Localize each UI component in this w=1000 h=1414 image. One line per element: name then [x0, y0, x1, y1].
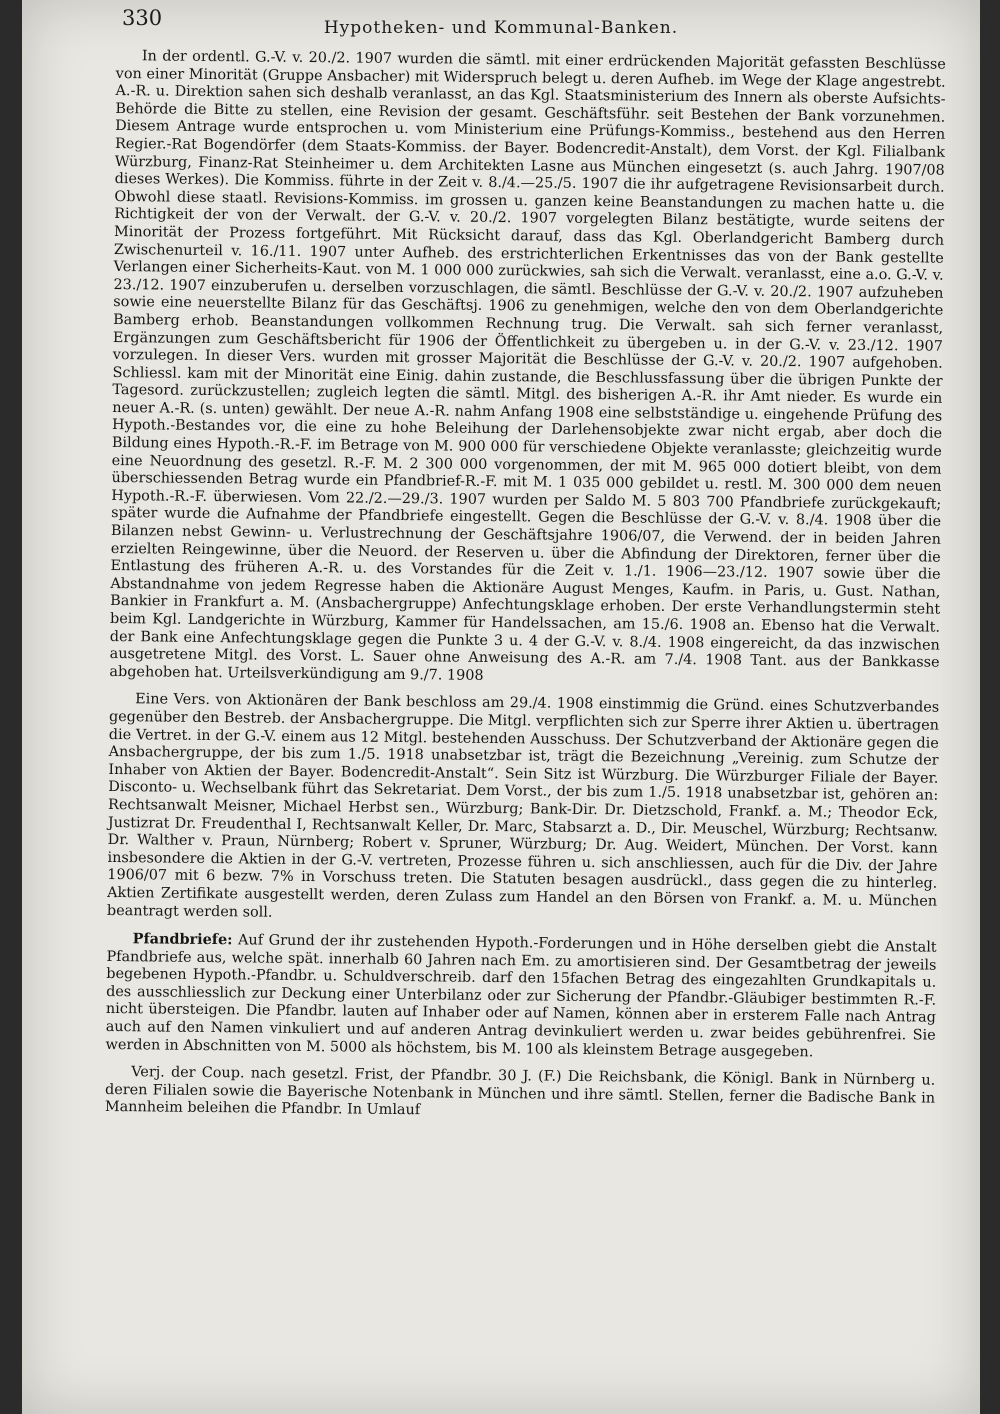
paragraph-pfandbriefe: [105, 930, 936, 1063]
book-page: [22, 0, 980, 1414]
running-title: Hypotheken- und Kommunal-Banken.: [323, 18, 679, 38]
paragraph-lawsuit: In der ordentl. G.-V. v. 20./2. 1907 wurden die sämtl. mit einer erdrückenden Majorität gefassten Beschlüsse von einer Minorität (Gruppe Ansbacher) mit Widerspruch belegt u. deren Aufheb. im Wege der Klage angestrebt. A.-R. u. Direktion sahen sich deshalb veranlasst, an das Kgl. Staatsministerium des Innern als oberste Aufsichts-Behörde die Bitte zu stellen, eine Revision der gesamt. Geschäftsführ. seit Bestehen der Bank vorzunehmen. Diesem Antrage wurde entsprochen u. vom Ministerium eine Prüfungs-Kommiss., bestehend aus den Herren Regier.-Rat Bogendörfer (dem Staats-Kommiss. der Bayer. Bodencredit-Anstalt), dem Vorst. der Kgl. Filialbank Würzburg, Finanz-Rat Steinheimer u. dem Architekten Lasne aus München eingesetzt (s. auch Jahrg. 1907/08 dieses Werkes). Die Kommiss. führte in der Zeit v. 8./4.—25./5. 1907 die ihr aufgetragene Revisionsarbeit durch. Obwohl diese staatl. Revisions-Kommiss. im grossen u. ganzen keine Beanstandungen zu machen hatte u. die Richtigkeit der von der Verwalt. der G.-V. v. 20./2. 1907 vorgelegten Bilanz bestätigte, wurde seitens der Minorität der Prozess fortgeführt. Mit Rücksicht darauf, dass das Kgl. Oberlandgericht Bamberg durch Zwischenurteil v. 16./11. 1907 unter Aufheb. des erstrichterlichen Erkentnisses das von der Bank gestellte Verlangen einer Sicherheits-Kaut. von M. 1 000 000 zurückwies, sah sich die Verwalt. veranlasst, eine a.o. G.-V. v. 23./12. 1907 einzuberufen u. derselben vorzuschlagen, die sämtl. Beschlüsse der G.-V. v. 20./2. 1907 aufzuheben sowie eine neuerstellte Bilanz für das Geschäftsj. 1906 zu genehmigen, welche den von dem Oberlandgerichte Bamberg erhob. Beanstandungen vollkommen Rechnung trug. Die Verwalt. sah sich ferner veranlasst, Ergänzungen zum Geschäftsbericht für 1906 der Öffentlichkeit zu übergeben u. in der G.-V. v. 23./12. 1907 vorzulegen. In dieser Vers. wurden mit grosser Majorität die Beschlüsse der G.-V. v. 20./2. 1907 aufgehoben. Schliessl. kam mit der Minorität eine Einig. dahin zustande, die Beschlussfassung über die übrigen Punkte der Tagesord. zurückzustellen; zugleich legten die sämtl. Mitgl. des bisherigen A.-R. ihr Amt nieder. Es wurde ein neuer A.-R. (s. unten) gewählt. Der neue A.-R. nahm Anfang 1908 eine selbstständige u. eingehende Prüfung des Hypoth.-Bestandes vor, die eine zu hohe Beleihung der Darlehensobjekte zwar nicht ergab, aber doch die Bildung eines Hypoth.-R.-F. im Betrage von M. 900 000 für verschiedene Objekte veranlasste; gleichzeitig wurde eine Neuordnung des gesetzl. R.-F. M. 2 300 000 vorgenommen, der mit M. 965 000 dotiert bleibt, von dem überschiessenden Betrag wurde ein Pfandbrief-R.-F. mit M. 1 035 000 gebildet u. restl. M. 300 000 dem neuen Hypoth.-R.-F. überwiesen. Vom 22./2.—29./3. 1907 wurden per Saldo M. 5 803 700 Pfandbriefe zurückgekauft; später wurde die Aufnahme der Pfandbriefe eingestellt. Gegen die Beschlüsse der G.-V. v. 8./4. 1908 über die Bilanzen nebst Gewinn- u. Verlustrechnung der Geschäftsjahre 1906/07, die Verwend. der in beiden Jahren erzielten Reingewinne, über die Neuord. der Reserven u. über die Abfindung der Direktoren, ferner über die Entlastung des früheren A.-R. u. des Vorstandes für die Zeit v. 1./1. 1906—23./12. 1907 sowie über die Abstandnahme von jedem Regresse haben die Aktionäre August Menges, Kaufm. in Paris, u. Gust. Nathan, Bankier in Frankfurt a. M. (Ansbachergruppe) Anfechtungsklage erhoben. Der erste Verhandlungstermin steht beim Kgl. Landgerichte in Würzburg, Kammer für Handelssachen, am 15./6. 1908 an. Ebenso hat die Verwalt. der Bank eine Anfechtungsklage gegen die Punkte 3 u. 4 der G.-V. v. 8./4. 1908 eingereicht, da das inzwischen ausgetretene Mitgl. des Vorst. L. Sauer ohne Anweisung des A.-R. am 7./4. 1908 Tant. aus der Bankkasse abgehoben hat. Urteilsverkündigung am 9./7. 1908: [109, 48, 946, 684]
paragraph-verjaehrung: Verj. der Coup. nach gesetzl. Frist, der Pfandbr. 30 J. (F.) Die Reichsbank, die Königl. Bank in Nürnberg u. deren Filialen sowie die Bayerische Notenbank in München und ihre sämtl. Stellen, ferner die Badische Bank in Mannheim beleihen die Pfandbr. In Umlauf: [104, 1064, 936, 1119]
paragraph-schutzverband: Eine Vers. von Aktionären der Bank beschloss am 29./4. 1908 einstimmig die Gründ. eines Schutzverbandes gegenüber den Bestreb. der Ansbachergruppe. Die Mitgl. verpflichten sich zur Sperre ihrer Aktien u. übertragen die Vertret. in der G.-V. einem aus 12 Mitgl. bestehenden Ausschuss. Der Schutzverband der Aktionäre gegen die Ansbachergruppe, der bis zum 1./5. 1918 unabsetzbar ist, trägt die Bezeichnung „Vereinig. zum Schutze der Inhaber von Aktien der Bayer. Bodencredit-Anstalt“. Sein Sitz ist Würzburg. Die Würzburger Filiale der Bayer. Disconto- u. Wechselbank führt das Sekretariat. Dem Vorst., der bis zum 1./5. 1918 unabsetzbar ist, gehören an: Rechtsanwalt Meisner, Michael Herbst sen., Würzburg; Bank-Dir. Dr. Dietzschold, Frankf. a. M.; Theodor Eck, Justizrat Dr. Freudenthal I, Rechtsanwalt Keller, Dr. Marc, Stabsarzt a. D., Dir. Meuschel, Würzburg; Rechtsanw. Dr. Walther v. Praun, Nürnberg; Robert v. Spruner, Würzburg; Dr. Aug. Weidert, München. Der Vorst. kann insbesondere die Aktien in der G.-V. vertreten, Prozesse führen u. sich anschliessen, auch für die Div. der Jahre 1906/07 mit 6 bezw. 7% in Vorschuss treten. Die Statuten besagen ausdrückl., dass gegen die zu hinterleg. Aktien Zertifikate ausgestellt werden, deren Zulass zum Handel an den Börsen von Frankf. a. M. u. München beantragt werden soll.: [106, 691, 940, 921]
page-body: [105, 48, 946, 1126]
pfandbriefe-text: Auf Grund der ihr zustehenden Hypoth.-Forderungen und in Höhe derselben giebt die Anstalt Pfandbriefe aus, welche spät. innerhalb 60 Jahren nach Em. zu amortisieren sind. Der Gesamtbetrag der jeweils begebenen Hypoth.-Pfandbr. u. Schuldverschreib. darf den 15fachen Betrag des eingezahlten Grundkapitals u. des ausschliesslich zur Deckung einer Unterbilanz oder zur Sicherung der Pfandbr.-Gläubiger bestimmten R.-F. nicht übersteigen. Die Pfandbr. lauten auf Inhaber oder auf Namen, können aber in ersterem Falle nach Antrag auch auf den Namen vinkuliert und auf anderen Antrag devinkuliert werden u. zwar beides gebührenfrei. Sie werden in Abschnitten von M. 5000 als höchstem, bis M. 100 als kleinstem Betrage ausgegeben.: [105, 932, 937, 1061]
section-heading-pfandbriefe: Pfandbriefe:: [132, 930, 233, 949]
page-number: 330: [122, 6, 163, 30]
